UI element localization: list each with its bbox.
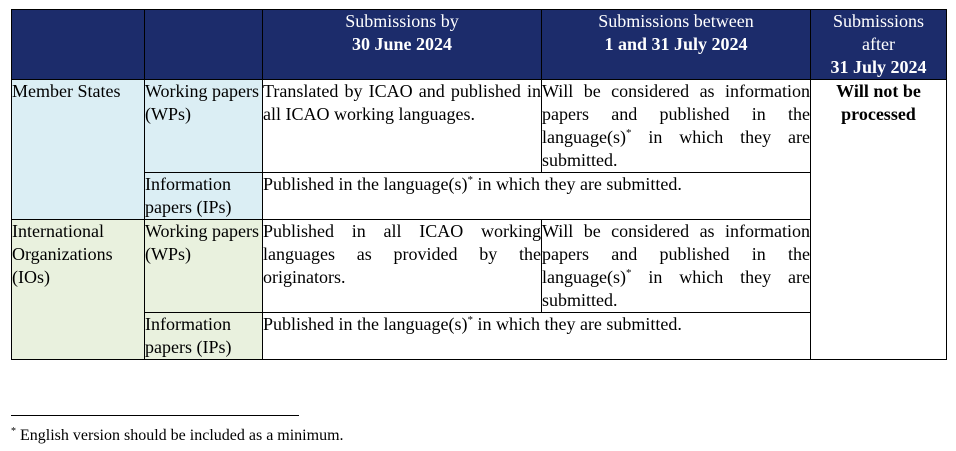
asterisk-mark: *	[467, 174, 473, 186]
cell-ms-ip-text: Published in the language(s)	[263, 174, 468, 194]
cell-ms-wp-between-tail: in which they are submitted.	[542, 127, 810, 170]
cell-after-not-processed: Will not be processed	[811, 80, 947, 360]
group-international-organizations: International Organizations (IOs)	[12, 220, 145, 360]
header-submissions-between	[542, 10, 811, 80]
cell-io-ip-tail: in which they are submitted.	[472, 314, 682, 334]
table-row	[12, 220, 947, 313]
header-empty-type	[145, 10, 263, 80]
footnote-mark: *	[11, 426, 16, 437]
table-row	[12, 80, 947, 173]
footnote-text: English version should be included as a minimum.	[16, 427, 344, 444]
cell-io-ip	[263, 313, 811, 360]
cell-ms-ip	[263, 173, 811, 220]
header-submissions-after-label: Submissions	[832, 11, 925, 31]
header-empty-group	[12, 10, 145, 80]
table-row	[12, 313, 947, 360]
asterisk-mark: *	[625, 127, 632, 139]
cell-ms-wp-between	[542, 80, 811, 173]
type-information-papers: Information papers (IPs)	[145, 313, 263, 360]
header-submissions-between-dates: 1 and 31 July 2024	[604, 34, 748, 54]
footnote-separator	[11, 415, 299, 416]
header-submissions-by-date: 30 June 2024	[351, 34, 452, 54]
cell-ms-wp-by: Translated by ICAO and published in all ICAO working languages.	[263, 80, 542, 173]
footnote	[11, 426, 344, 446]
submissions-table	[11, 9, 947, 360]
cell-ms-ip-tail: in which they are submitted.	[472, 174, 682, 194]
header-submissions-by	[263, 10, 542, 80]
cell-ms-wp-between-text: Will be considered as information papers and published in the language(s)	[542, 81, 810, 147]
type-working-papers: Working papers (WPs)	[145, 220, 263, 313]
cell-io-wp-between-tail: in which they are submitted.	[542, 267, 810, 310]
asterisk-mark: *	[625, 267, 632, 279]
cell-io-ip-text: Published in the language(s)	[263, 314, 468, 334]
header-submissions-by-label: Submissions by	[345, 11, 459, 31]
header-submissions-after-date: 31 July 2024	[830, 57, 927, 77]
asterisk-mark: *	[467, 314, 473, 326]
table-row	[12, 173, 947, 220]
cell-io-wp-between-text: Will be considered as information papers and published in the language(s)	[542, 221, 810, 287]
header-submissions-between-label: Submissions between	[598, 11, 754, 31]
header-submissions-after	[811, 10, 947, 80]
cell-io-wp-by: Published in all ICAO working languages as provided by the originators.	[263, 220, 542, 313]
group-member-states: Member States	[12, 80, 145, 220]
type-information-papers: Information papers (IPs)	[145, 173, 263, 220]
header-row	[12, 10, 947, 80]
cell-io-wp-between	[542, 220, 811, 313]
header-submissions-after-word: after	[862, 34, 895, 54]
type-working-papers: Working papers (WPs)	[145, 80, 263, 173]
